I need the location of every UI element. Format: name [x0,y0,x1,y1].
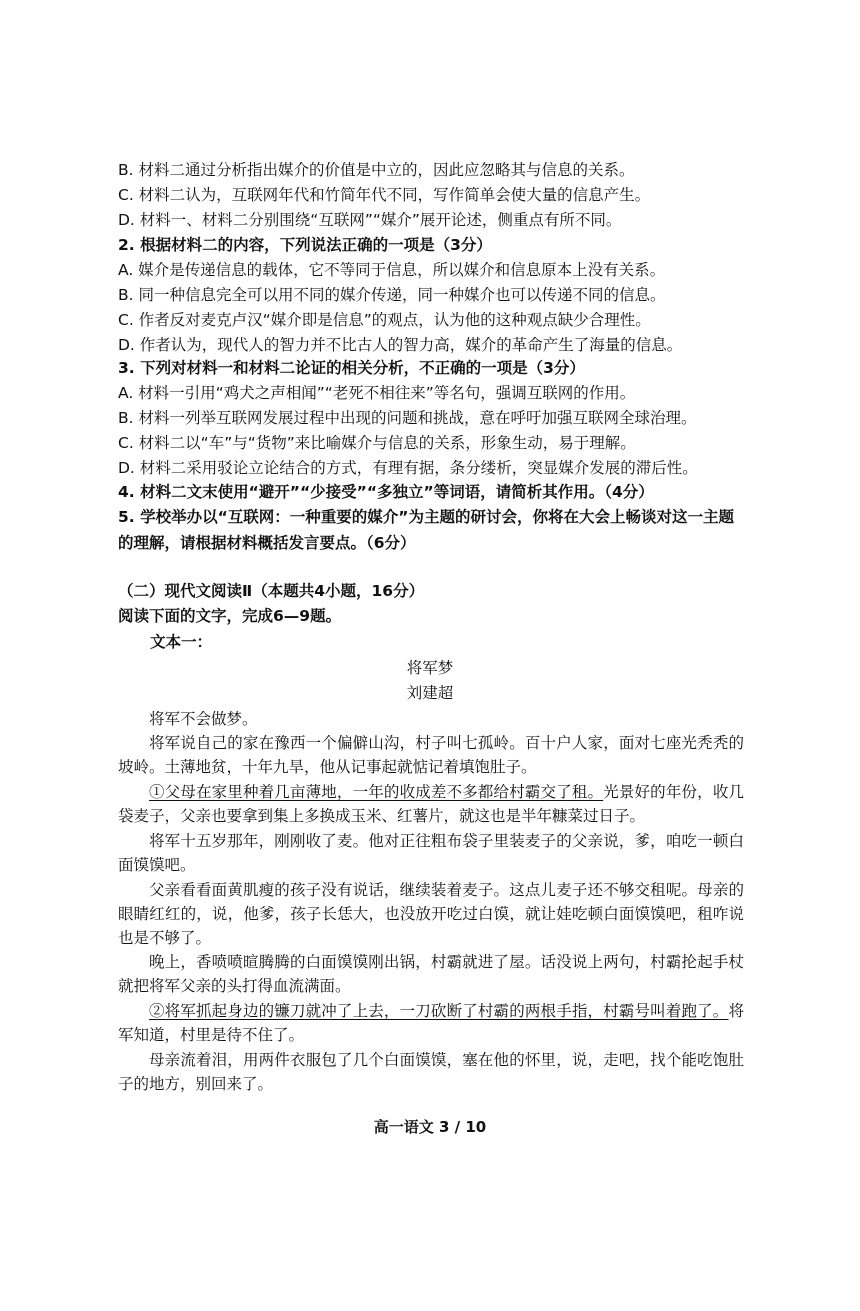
question-4: 4. 材料二文末使用“避开”“少接受”“多独立”等词语，请简析其作用。（4分） [118,483,654,501]
q1-option-d: D. 材料一、材料二分别围绕“互联网”“媒介”展开论述，侧重点有所不同。 [118,211,622,229]
q2-option-c: C. 作者反对麦克卢汉“媒介即是信息”的观点，认为他的这种观点缺少合理性。 [118,311,651,329]
text-label: 文本一： [150,633,213,651]
paragraph-7-rest: 将军知道，村里是待不住了。 [118,1002,744,1044]
underlined-sentence-2: ②将军抓起身边的镰刀就冲了上去，一刀砍断了村霸的两根手指，村霸号叫着跑了。 [149,1002,729,1020]
page-footer: 高一语文 3 / 10 [373,1118,487,1136]
question-2: 2. 根据材料二的内容，下列说法正确的一项是（3分） [118,236,492,254]
story-paragraph-7 [118,999,744,1047]
section-heading: （二）现代文阅读Ⅱ（本题共4小题，16分） [118,582,425,600]
q3-option-c: C. 材料二以“车”与“货物”来比喻媒介与信息的关系，形象生动，易于理解。 [118,434,636,452]
q3-option-d: D. 材料二采用驳论立论结合的方式，有理有据，条分缕析，突显媒介发展的滞后性。 [118,459,698,477]
q1-option-c: C. 材料二认为，互联网年代和竹简年代不同，写作简单会使大量的信息产生。 [118,186,651,204]
q1-option-b: B. 材料二通过分析指出媒介的价值是中立的，因此应忽略其与信息的关系。 [118,161,635,179]
story-paragraph-8: 母亲流着泪，用两件衣服包了几个白面馍馍，塞在他的怀里，说，走吧，找个能吃饱肚子的地方，别回来了。 [118,1051,744,1093]
q2-option-a: A. 媒介是传递信息的载体，它不等同于信息，所以媒介和信息原本上没有关系。 [118,261,666,279]
story-paragraph-3 [118,780,744,828]
q3-option-b: B. 材料一列举互联网发展过程中出现的问题和挑战，意在呼吁加强互联网全球治理。 [118,409,697,427]
paragraph-3-rest: 光景好的年份，收几袋麦子，父亲也要拿到集上多换成玉米、红薯片，就这也是半年糠菜过日子。 [118,783,744,825]
question-3: 3. 下列对材料一和材料二论证的相关分析，不正确的一项是（3分） [118,359,585,377]
story-title: 将军梦 [406,659,454,677]
q2-option-d: D. 作者认为，现代人的智力并不比古人的智力高，媒介的革命产生了海量的信息。 [118,336,683,354]
underlined-sentence-1: ①父母在家里种着几亩薄地，一年的收成差不多都给村霸交了租。 [149,783,604,801]
q3-option-a: A. 材料一引用“鸡犬之声相闻”“老死不相往来”等名句，强调互联网的作用。 [118,384,636,402]
story-author: 刘建超 [406,684,454,702]
story-paragraph-4: 将军十五岁那年，刚刚收了麦。他对正往粗布袋子里装麦子的父亲说，爹，咱吃一顿白面馍馍吧。 [118,832,744,874]
q2-option-b: B. 同一种信息完全可以用不同的媒介传递，同一种媒介也可以传递不同的信息。 [118,286,666,304]
story-paragraph-1: 将军不会做梦。 [149,710,258,728]
section-instruction: 阅读下面的文字，完成6—9题。 [118,607,342,625]
story-paragraph-6: 晚上，香喷喷暄腾腾的白面馍馍刚出锅，村霸就进了屋。话没说上两句，村霸抡起手杖就把将军父亲的头打得血流满面。 [118,953,744,995]
story-paragraph-5: 父亲看看面黄肌瘦的孩子没有说话，继续装着麦子。这点儿麦子还不够交租呢。母亲的眼睛红红的，说，他爹，孩子长恁大，也没放开吃过白馍，就让娃吃顿白面馍馍吧，租咋说也是不够了。 [118,881,744,947]
question-5: 5. 学校举办以“互联网：一种重要的媒介”为主题的研讨会，你将在大会上畅谈对这一主题的理解，请根据材料概括发言要点。（6分） [118,508,734,552]
story-paragraph-2: 将军说自己的家在豫西一个偏僻山沟，村子叫七孤岭。百十户人家，面对七座光秃秃的坡岭。土薄地贫，十年九旱，他从记事起就惦记着填饱肚子。 [118,734,744,776]
